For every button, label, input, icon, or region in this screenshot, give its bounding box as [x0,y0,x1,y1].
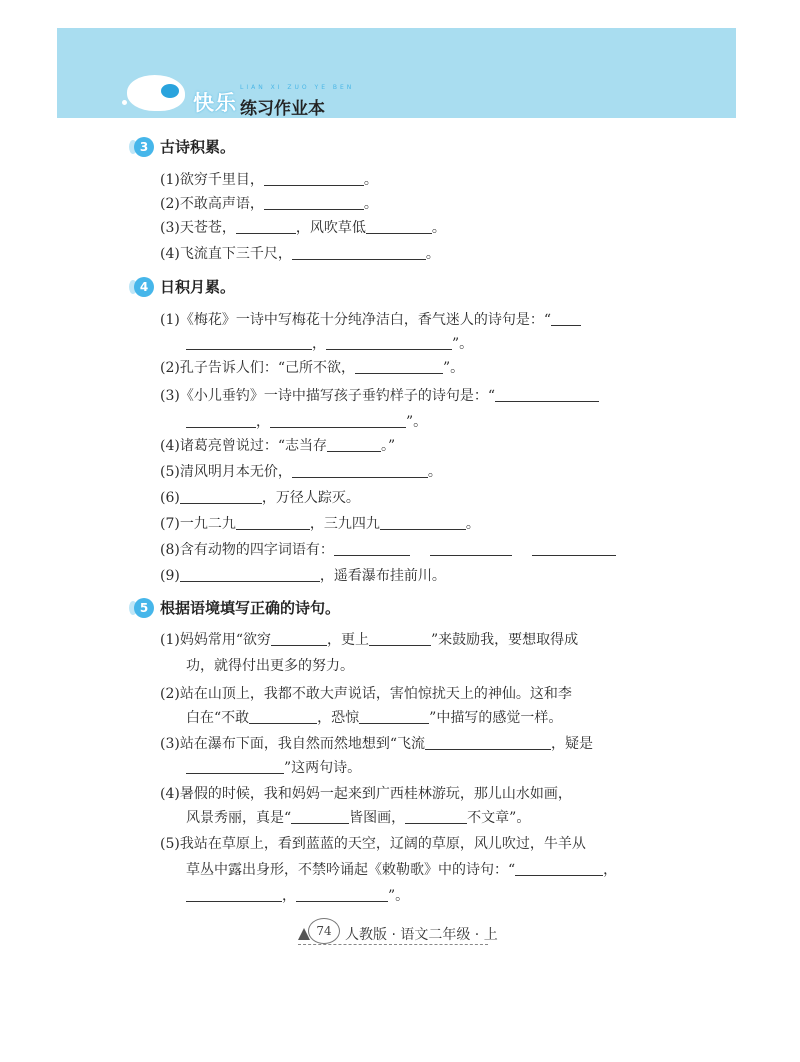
logo-bubble [122,100,127,105]
s5-item-4: (4)暑假的时候，我和妈妈一起来到广西桂林游玩，那儿山水如画， [160,786,572,802]
s4-item-9: (9) ，遥看瀑布挂前川。 [160,568,446,584]
s3-item-1: (1)欲穷千里目， 。 [160,172,378,188]
answer-blank[interactable] [180,489,262,504]
s4-item-5: (5)清风明月本无价， 。 [160,464,442,480]
answer-blank[interactable] [359,709,429,724]
answer-blank[interactable] [334,541,410,556]
answer-blank[interactable] [180,567,320,582]
answer-blank[interactable] [355,359,443,374]
answer-blank[interactable] [186,413,256,428]
answer-blank[interactable] [270,413,406,428]
answer-blank[interactable] [186,335,312,350]
s5-item-1: (1)妈妈常用“欲穷 ，更上 ”来鼓励我，要想取得成 [160,632,579,648]
answer-blank[interactable] [551,311,581,326]
answer-blank[interactable] [380,515,466,530]
answer-blank[interactable] [366,219,432,234]
answer-blank[interactable] [264,171,364,186]
answer-blank[interactable] [186,759,284,774]
s3-item-4: (4)飞流直下三千尺， 。 [160,246,440,262]
s5-item-1-cont: 功，就得付出更多的努力。 [186,658,354,674]
s4-item-8: (8)含有动物的四字词语有： [160,540,616,560]
s5-item-2: (2)站在山顶上，我都不敢大声说话，害怕惊扰天上的神仙。这和李 [160,686,572,702]
s4-item-3: (3)《小儿垂钓》一诗中描写孩子垂钓样子的诗句是：“ [160,386,599,406]
answer-blank[interactable] [264,195,364,210]
answer-blank[interactable] [495,387,599,402]
logo-pinyin: LIAN XI ZUO YE BEN [240,84,355,91]
answer-blank[interactable] [249,709,317,724]
answer-blank[interactable] [326,335,452,350]
page-number: 74 [308,918,340,944]
section-4-title: 日积月累。 [160,278,236,296]
section-3-badge: 3 [134,137,154,157]
answer-blank[interactable] [532,541,616,556]
logo-book-title: 练习作业本 [240,99,325,119]
answer-blank[interactable] [369,631,431,646]
s4-item-7: (7)一九二九 ，三九四九 。 [160,516,480,532]
s5-item-2-cont: 白在“不敢 ，恐惊 ”中描写的感觉一样。 [186,710,563,726]
answer-blank[interactable] [271,631,327,646]
s4-item-1-cont: ， ”。 [186,334,473,354]
footer-divider [298,944,488,945]
s3-item-3: (3)天苍苍， ，风吹草低 。 [160,220,446,236]
answer-blank[interactable] [292,245,426,260]
s4-item-1: (1)《梅花》一诗中写梅花十分纯净洁白，香气迷人的诗句是：“ [160,310,581,330]
section-5-badge: 5 [134,598,154,618]
s4-item-6: (6) ，万径人踪灭。 [160,490,360,506]
section-4-badge: 4 [134,277,154,297]
s4-item-2: (2)孔子告诉人们：“己所不欲， ”。 [160,360,465,376]
section-5-title: 根据语境填写正确的诗句。 [160,599,341,617]
s5-item-5-cont2: ， ”。 [186,886,409,906]
answer-blank[interactable] [291,809,349,824]
answer-blank[interactable] [236,515,310,530]
answer-blank[interactable] [515,861,603,876]
s5-item-3-cont: ”这两句诗。 [186,758,361,778]
s5-item-3: (3)站在瀑布下面，我自然而然地想到“飞流 ，疑是 [160,736,593,752]
answer-blank[interactable] [327,437,381,452]
footer-edition: 人教版 · 语文二年级 · 上 [345,927,498,943]
logo-mascot-eye [161,84,179,98]
answer-blank[interactable] [430,541,512,556]
answer-blank[interactable] [296,887,388,902]
answer-blank[interactable] [405,809,467,824]
s3-item-2: (2)不敢高声语， 。 [160,196,378,212]
answer-blank[interactable] [186,887,282,902]
s4-item-4: (4)诸葛亮曾说过：“志当存 。” [160,438,396,454]
answer-blank[interactable] [425,735,551,750]
s4-item-3-cont: ， ”。 [186,412,427,432]
section-3-title: 古诗积累。 [160,138,236,156]
s5-item-5-cont: 草丛中露出身形，不禁吟诵起《敕勒歌》中的诗句：“ ， [186,862,618,878]
answer-blank[interactable] [236,219,296,234]
logo-fun-text: 快乐 [193,91,237,115]
s5-item-4-cont: 风景秀丽，真是“ 皆图画， 不文章”。 [186,810,531,826]
s5-item-5: (5)我站在草原上，看到蓝蓝的天空，辽阔的草原，风儿吹过，牛羊从 [160,836,586,852]
answer-blank[interactable] [292,463,428,478]
